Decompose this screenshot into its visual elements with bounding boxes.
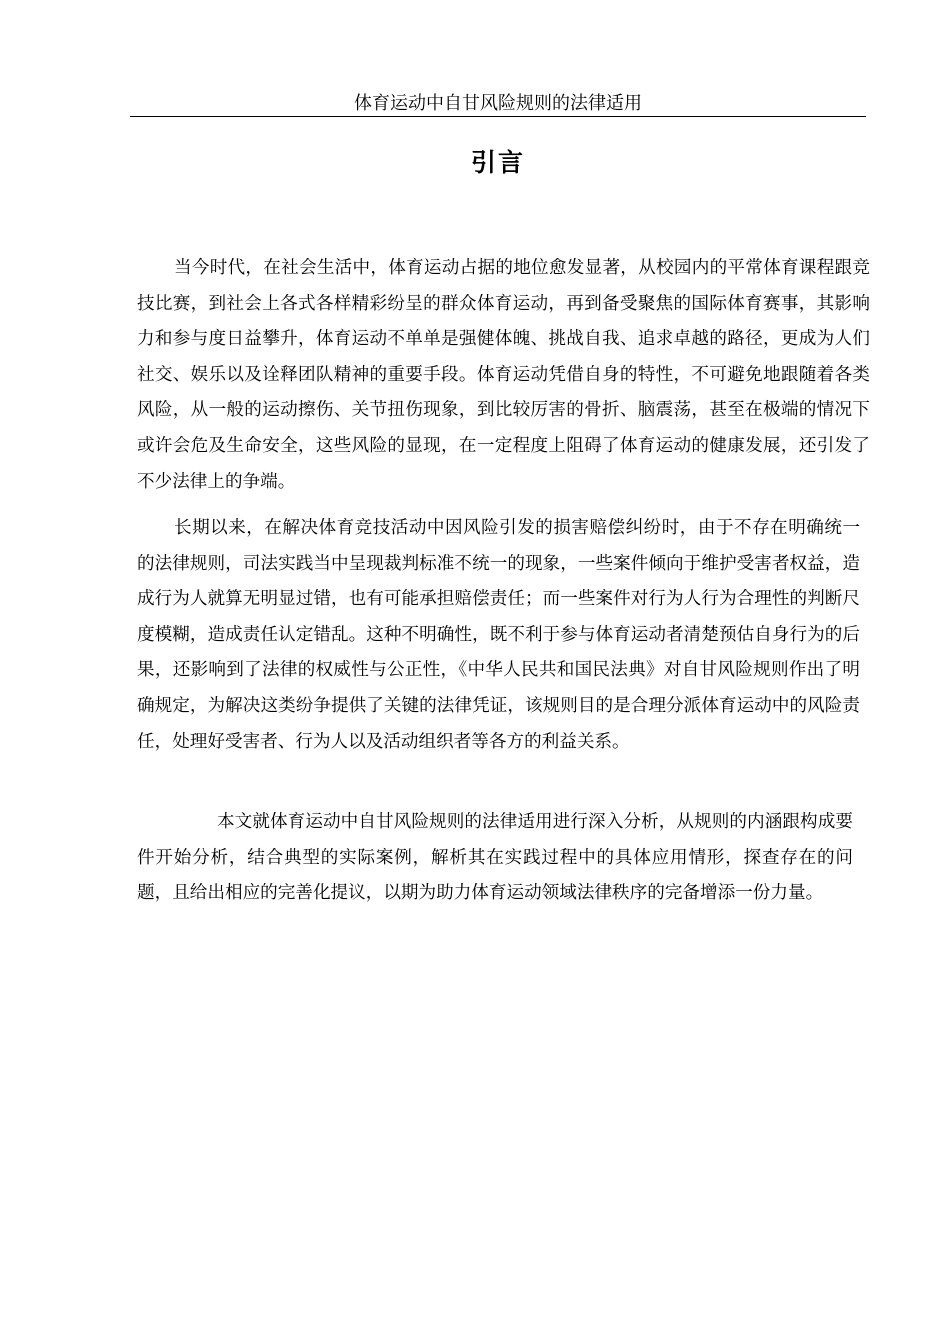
section-title: 引言 [470, 148, 525, 177]
intro-paragraph-3: 本文就体育运动中自甘风险规则的法律适用进行深入分析，从规则的内涵跟构成要件开始分析，结合典型的实际案例，解析其在实践过程中的具体应用情形，探查存在的问题，且给出相应的完善化提议，以期为助力体育运动领域法律秩序的完备增添一份力量。 [137, 812, 853, 904]
intro-paragraph-2: 长期以来，在解决体育竞技活动中因风险引发的损害赔偿纠纷时，由于不存在明确统一的法律规则，司法实践当中呈现裁判标准不统一的现象，一些案件倾向于维护受害者权益，造成行为人就算无明显过错，也有可能承担赔偿责任；而一些案件对行为人行为合理性的判断尺度模糊，造成责任认定错乱。这种不明确性，既不利于参与体育运动者清楚预估自身行为的后果，还影响到了法律的权威性与公正性，《中华人民共和国民法典》对自甘风险规则作出了明确规定，为解决这类纷争提供了关键的法律凭证，该规则目的是合理分派体育运动中的风险责任，处理好受害者、行为人以及活动组织者等各方的利益关系。 [137, 518, 860, 752]
running-header: 体育运动中自甘风险规则的法律适用 [354, 93, 642, 114]
intro-paragraph-1: 当今时代，在社会生活中，体育运动占据的地位愈发显著，从校园内的平常体育课程跟竞技比赛，到社会上各式各样精彩纷呈的群众体育运动，再到备受聚焦的国际体育赛事，其影响力和参与度日益攀升，体育运动不单单是强健体魄、挑战自我、追求卓越的路径，更成为人们社交、娱乐以及诠释团队精神的重要手段。体育运动凭借自身的特性，不可避免地跟随着各类风险，从一般的运动擦伤、关节扭伤现象，到比较厉害的骨折、脑震荡，甚至在极端的情况下或许会危及生命安全，这些风险的显现，在一定程度上阻碍了体育运动的健康发展，还引发了不少法律上的争端。 [137, 258, 870, 492]
header-rule [130, 116, 866, 117]
